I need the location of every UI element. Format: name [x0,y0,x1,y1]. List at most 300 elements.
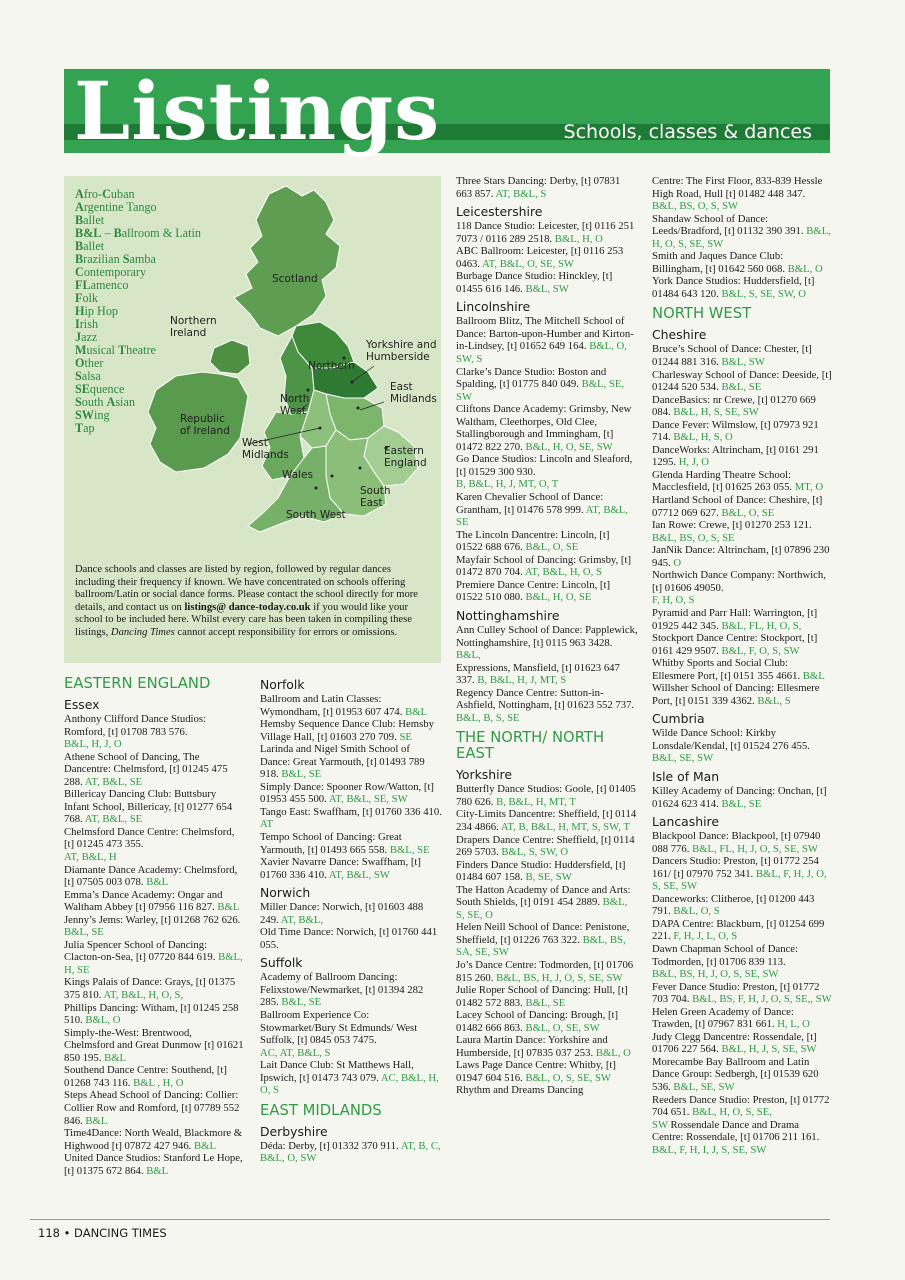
listing-text: Xavier Navarre Dance: Swaffham, [t] 01760 336 410. [260,856,421,881]
listing-entry [456,579,638,604]
dance-style-tags: AT, B&L, H, O, S [524,566,602,579]
dance-style-tags: B&L, O, S [673,905,720,918]
dance-style-tags: AT, B&L, H, O, S, [103,989,184,1002]
listing-entry [260,971,442,1009]
dance-style-tags: B&L, H, O [554,232,603,245]
label-nw-1: North [280,393,310,405]
page-subtitle: Schools, classes & dances [563,121,812,143]
listing-entry [456,984,638,1009]
listing-text: Dance Fever: Wilmslow, [t] 07973 921 714. [652,418,819,444]
legend-item: Folk [75,291,99,305]
listing-text: Regency Dance Centre: Sutton-in-Ashfield, Nottingham, [t] 01623 552 737. [456,686,635,712]
dance-style-tags: B&L, S, SW, O [501,846,569,859]
listing-entry [260,901,442,926]
dance-style-tags: B&L, SW [525,282,569,295]
listing-text: Time4Dance: North Weald, Blackmore & Highwood [t] 07872 427 946. [64,1127,243,1152]
intro-part-1: Dance schools and classes are listed by region, followed by regular dances including their frequency if known. We have concentrated on schools offering ballroom/Latin or social dance forms. Please contact the school directly for more details, and contact us on [75,564,419,613]
label-nw-2: West [280,405,306,417]
listing-text: Jo’s Dance Centre: Todmorden, [t] 01706 815 260. [456,958,634,984]
listings-column-1 [64,670,244,1177]
dance-style-tags: B&L, BS, SA, SE, SW [456,933,626,959]
listing-text: Glenda Harding Theatre School: Macclesfield, [t] 01625 263 055. [652,468,793,494]
dance-style-tags: AT, B&L, [280,913,324,926]
listing-text: Whitby Sports and Social Club: Ellesmere Port, [t] 0151 355 4661. [652,657,801,682]
label-se-1: South [360,485,391,497]
listing-text: Centre: The First Floor, 833-839 Hessle High Road, Hull [t] 01482 448 347. [652,175,823,200]
listing-text: Cliftons Dance Academy: Grimsby, New Waltham, Cleethorpes, Old Clee, Stallingborough and Immingham, [t] 01472 822 270. [456,403,632,453]
dance-style-tags: B&L, O, S, SE, SW [525,1071,611,1084]
listing-text: 118 Dance Studio: Leicester, [t] 0116 251 7073 / 0116 289 2518. [456,220,635,245]
listing-text: Karen Chevalier School of Dance: Grantham, [t] 01476 578 999. [456,491,604,516]
dance-style-tags: B&L, O, SE [721,506,775,519]
dance-style-tags: B&L, O, SE [525,541,579,554]
dance-style-tags: B&L, SE [281,768,322,781]
legend-item: Irish [75,317,99,331]
legend-item: Afro-Cuban [75,187,135,201]
listing-text: Butterfly Dance Studios: Goole, [t] 01405 780 626. [456,783,636,808]
listing-text: Kings Palais of Dance: Grays, [t] 01375 375 810. [64,976,236,1002]
dance-style-tags: B&L [405,705,428,718]
listing-text: Pyramid and Parr Hall: Warrington, [t] 01925 442 345. [652,606,818,632]
dance-style-tags: B, B&L, H, J, MT, S [477,674,567,687]
dance-style-tags: B&L, H, O, S, SE, [692,1106,772,1119]
listing-entry [64,751,244,789]
legend-item: Other [75,356,104,370]
dance-style-tags: B&L, BS, H, J, O, S, SE, SW [496,971,623,984]
listing-entry [456,1084,638,1097]
listing-text: Anthony Clifford Dance Studios: Romford, [t] 01708 783 576. [64,713,206,738]
dance-style-tags: B&L [217,901,240,914]
label-northern: Northern [308,360,355,372]
listing-text: Steps Ahead School of Dancing: Collier: Collier Row and Romford, [t] 07789 552 846. [64,1089,240,1127]
dance-style-tags: B&L, SE, SW [652,752,714,765]
listing-entry [652,494,832,519]
dance-style-tags: B&L, S [757,694,791,707]
listing-text: Ballroom and Latin Classes: Wymondham, [t] 01953 607 474. [260,693,403,718]
listing-entry [260,693,442,718]
listing-entry [652,1031,832,1056]
legend-item: FLamenco [75,278,129,292]
dance-style-tags: B&L, SE [281,996,322,1009]
dance-style-tags: B&L, H, O, SE [525,591,592,604]
listing-entry [652,544,832,569]
listing-text: Go Dance Studios: Lincoln and Sleaford, [t] 01529 300 930. [456,453,633,478]
dance-style-tags: B&L [104,1051,127,1064]
listing-text: Reeders Dance Studio: Preston, [t] 01772 704 651. [652,1093,830,1119]
county-heading: Lancashire [652,814,719,830]
listings-column-3 [456,175,638,1097]
dance-style-tags: B&L, SW [721,356,765,369]
dance-style-tags: B&L, SE [721,797,762,810]
dance-style-tags: B&L, O [787,262,823,275]
listing-entry [456,315,638,365]
listing-entry [260,831,442,856]
dance-style-tags: AT, B&L, SE, SW [328,793,408,806]
listing-text: Simply Dance: Spooner Row/Watton, [t] 01953 455 500. [260,780,434,806]
listing-text: Mayfair School of Dancing: Grimsby, [t] 01472 870 704. [456,553,632,579]
listing-entry [652,657,832,682]
listing-entry [456,687,638,725]
listing-text: Clarke’s Dance Studio: Boston and Spalding, [t] 01775 840 049. [456,365,607,391]
county-heading: Yorkshire [456,767,512,783]
listing-entry [652,213,832,251]
listing-entry [64,1089,244,1127]
listings-column-4 [652,175,832,1156]
dance-style-tags: B&L, SE [64,926,104,939]
listing-entry [64,1027,244,1065]
listing-entry [64,1064,244,1089]
county-heading: Suffolk [260,955,303,971]
label-wm-2: Midlands [242,449,289,461]
dance-style-tags: B&L, O [85,1014,121,1027]
listing-entry [64,788,244,826]
dance-style-tags: MT, O [794,481,824,494]
listing-text: Phillips Dancing: Witham, [t] 01245 258 510. [64,1001,239,1027]
page-footer: 118 • DANCING TIMES [38,1226,167,1240]
listing-entry [652,830,832,855]
listing-text: Finders Dance Studio: Huddersfield, [t] 01484 607 158. [456,858,626,884]
listing-entry [652,394,832,419]
listing-text: Chelmsford Dance Centre: Chelmsford, [t] 01245 473 355. [64,825,235,851]
listing-text: Drapers Dance Centre: Sheffield, [t] 0114 269 5703. [456,833,635,859]
dance-style-tags: O [673,556,682,569]
listing-entry [260,718,442,743]
dance-style-tags: B&L, O, SW, S [456,340,627,366]
listing-text: Larinda and Nigel Smith School of Dance: Great Yarmouth, [t] 01493 789 918. [260,743,425,781]
listing-text: Blackpool Dance: Blackpool, [t] 07940 088 776. [652,830,821,855]
listing-entry [260,1009,442,1059]
listing-text: Emma’s Dance Academy: Ongar and Waltham Abbey [t] 07956 116 827. [64,888,223,914]
listing-entry [64,976,244,1001]
dance-style-tags: F, H, O, S [652,594,695,607]
dance-style-tags: AT, B&L, O, SE, SW [482,257,574,270]
dance-style-tags: B&L, O [595,1046,631,1059]
listing-entry [456,808,638,833]
listing-text: Helen Green Academy of Dance: Trawden, [t] 07967 831 661. [652,1005,794,1031]
region-heading: THE NORTH/ NORTH EAST [456,729,605,763]
listing-entry [64,864,244,889]
listing-text: ABC Ballroom: Leicester, [t] 0116 253 0463. [456,245,624,270]
listing-text: Laura Martin Dance: Yorkshire and Humberside, [t] 07835 037 253. [456,1034,608,1059]
listing-text: Burbage Dance Studio: Hinckley, [t] 01455 616 146. [456,270,613,295]
dance-style-tags: B&L, O, SE, SW [525,1021,600,1034]
listing-text: Expressions, Mansfield, [t] 01623 647 337. [456,661,620,687]
listing-entry [456,270,638,295]
dance-style-tags: AC, AT, B&L, S [260,1046,331,1059]
dance-style-tags: B&L, H, J, O [64,738,122,751]
dance-style-tags: B&L, F, H, I, J, S, SE, SW [652,1143,767,1156]
listing-text: Old Time Dance: Norwich, [t] 01760 441 055. [260,926,438,951]
listing-entry [456,834,638,859]
dance-style-tags: SE [399,730,412,743]
dance-style-tags: B&L, H, S, O [673,431,733,444]
listing-text: Morecambe Bay Ballroom and Latin Dance Group: Sedbergh, [t] 01539 620 536. [652,1055,819,1093]
listing-text: Miller Dance: Norwich, [t] 01603 488 249. [260,901,424,926]
listing-text: Rossendale Dance and Drama Centre: Rossendale, [t] 01706 211 161. [652,1118,820,1144]
listing-entry [260,781,442,806]
dance-style-tags: B, SE, SW [525,871,572,884]
listing-text: Killey Academy of Dancing: Onchan, [t] 01624 623 414. [652,784,827,810]
region-heading: NORTH WEST [652,305,752,323]
listing-entry [456,529,638,554]
contact-email[interactable]: listings@ dance-today.co.uk [184,601,311,613]
dance-style-tags: B&L, SE, SW [456,378,625,403]
dance-style-tags: B&L, F, O, S, SW [721,644,800,657]
legend-item: Argentine Tango [75,200,157,214]
listing-entry [652,469,832,494]
county-heading: Norfolk [260,677,305,692]
listing-entry [456,453,638,491]
listing-text: Tempo School of Dancing: Great Yarmouth, [t] 01493 665 558. [260,831,402,856]
listing-entry [456,403,638,453]
listing-entry [456,1059,638,1084]
listing-entry [64,914,244,939]
listing-entry [456,624,638,662]
listing-entry [652,444,832,469]
listing-entry [456,245,638,270]
listing-text: Smith and Jaques Dance Club: Billingham, [t] 01642 560 068. [652,250,785,275]
dance-style-tags: B&L, H, SE [64,951,243,976]
listing-entry: SW Rossendale Dance and Drama Centre: Rossendale, [t] 01706 211 161. B&L, F, H, I, J, S, SE, SW [652,1118,820,1156]
dance-style-tags: AT, B, B&L, H, MT, S, SW, T [500,820,630,833]
listing-entry [260,743,442,781]
label-ee-1: Eastern [384,445,424,457]
listing-entry [652,519,832,544]
listing-entry [260,926,442,951]
listing-text: Tango East: Swaffham, [t] 01760 336 410. [260,805,442,818]
dance-style-tags: B&L, FL, H, O, S, [721,619,802,632]
dance-style-tags: B&L [146,876,169,889]
listing-text: DAPA Centre: Blackburn, [t] 01254 699 221. [652,917,825,943]
region-northern-ireland [210,340,250,374]
dance-style-tags: B&L, F, H, J, O, S, SE, SW [652,867,827,893]
magazine-name: Dancing Times [110,626,175,638]
listing-text: Helen Neill School of Dance: Penistone, Sheffield, [t] 01226 763 322. [456,921,630,946]
listing-text: Diamante Dance Academy: Chelmsford, [t] 07505 003 078. [64,863,238,889]
listing-entry [64,826,244,864]
listing-text: Danceworks: Clitheroe, [t] 01200 443 791. [652,892,815,918]
dance-style-tags: AT, B&L, SE [84,813,143,826]
listing-entry [456,554,638,579]
county-heading: Leicestershire [456,204,543,220]
legend-item: SWing [75,408,110,422]
dance-style-tags: B&L, H, S, SE, SW [673,406,759,419]
listing-text: Julie Roper School of Dancing: Hull, [t] 01482 572 883. [456,984,628,1009]
intro-text [75,564,420,640]
listing-entry [456,921,638,959]
county-heading: Nottinghamshire [456,607,560,623]
listing-text: The Lincoln Dancentre: Lincoln, [t] 01522 688 676. [456,528,610,554]
dance-style-tags: B&L, SE [389,843,430,856]
listing-entry [652,785,832,810]
dance-style-tags: F, H, J, L, O, S [673,930,738,943]
listing-entry [652,893,832,918]
dance-style-tags: AT, B&L, SE [456,503,628,529]
dance-style-tags: B&L, BS, F, H, J, O, S, SE,, SW [692,993,832,1006]
listing-text: The Hatton Academy of Dance and Arts: South Shields, [t] 0191 454 2889. [456,883,631,909]
listing-entry [456,884,638,922]
listing-entry [456,662,638,687]
dance-style-tags: H, J, O [678,456,710,469]
listing-text: DanceBasics: nr Crewe, [t] 01270 669 084. [652,393,816,419]
legend-item: Musical Theatre [75,343,156,357]
legend-item: Jazz [75,330,98,344]
label-roi-1: Republic [180,413,225,425]
listing-entry [260,1059,442,1097]
intro-part-2: if you would like your school to be included here. Whilst every care has been taken in compiling these listings, [75,601,412,638]
county-heading: Lincolnshire [456,299,531,315]
listing-entry [652,682,832,707]
page-title: Listings [74,64,441,158]
region-heading: EAST MIDLANDS [260,1101,382,1119]
listing-text: Rhythm and Dreams Dancing [456,1084,584,1097]
map-panel [64,176,441,663]
listing-entry [64,1127,244,1152]
listing-entry [456,366,638,404]
listing-entry [64,1152,244,1177]
listing-text: Academy of Ballroom Dancing: Felixstowe/Newmarket, [t] 01394 282 285. [260,971,424,1009]
listing-entry [64,713,244,751]
listing-entry [652,943,832,981]
label-em-2: Midlands [390,393,437,405]
listing-text: Ann Culley School of Dance: Papplewick, Nottinghamshire, [t] 0115 963 3428. [456,623,638,649]
listing-text: Judy Clegg Dancentre: Rossendale, [t] 01706 227 564. [652,1030,817,1056]
label-ych-2: Humberside [366,351,430,363]
listing-entry [652,419,832,444]
listing-entry [652,727,832,765]
listing-entry [652,369,832,394]
listings-column-2 [260,678,442,1165]
listing-entry [456,1009,638,1034]
dance-style-tags: B, B&L, H, MT, T [496,795,576,808]
listing-text: Simply-the-West: Brentwood, Chelmsford and Great Dunmow [t] 01621 850 195. [64,1026,244,1064]
listing-text: Julia Spencer School of Dancing: Clacton-on-Sea, [t] 07720 844 619. [64,938,216,964]
listing-text: Charlesway School of Dance: Deeside, [t] 01244 520 534. [652,368,832,394]
dance-style-tags: B&L [802,669,825,682]
listing-text: Fever Dance Studio: Preston, [t] 01772 703 704. [652,980,820,1006]
dance-style-tags: AT, B&L, S [495,187,547,200]
listing-text: Dawn Chapman School of Dance: Todmorden, [t] 01706 839 113. [652,942,799,968]
county-heading: Isle of Man [652,768,720,784]
dance-style-tags: B&L, BS, O, S, SW [652,200,739,213]
listing-text: Premiere Dance Centre: Lincoln, [t] 01522 510 080. [456,578,611,604]
listing-text: Shandaw School of Dance: Leeds/Bradford, [t] 01132 390 391. [652,212,804,238]
listing-entry [652,1056,832,1094]
dance-style-tags: B&L, H, J, S, SE, SW [721,1043,817,1056]
dance-style-tags: B&L, FL, H, J, O, S, SE, SW [692,842,818,855]
dance-style-tags: B&L, SE, SW [673,1081,735,1093]
uk-regions-map [64,176,441,556]
legend-item: Hip Hop [75,304,118,318]
label-se-2: East [360,497,383,509]
dance-style-tags: AT, B&L, SW [328,868,390,881]
dance-style-tags: B&L [146,1164,169,1177]
listing-text: York Dance Studios: Huddersfield, [t] 01484 643 120. [652,275,815,300]
listing-entry [652,632,832,657]
dance-style-tags: B&L, S, SE, O [456,896,628,921]
listing-entry [652,855,832,893]
legend-item: Brazilian Samba [75,252,156,266]
listing-text: Dancers Studio: Preston, [t] 01772 254 161/ [t] 07970 752 341. [652,855,819,880]
listing-entry [652,175,832,213]
listing-text: Ballroom Experience Co: Stowmarket/Bury St Edmunds/ West Suffolk, [t] 0845 053 7475. [260,1009,418,1047]
listing-text: Lacey School of Dancing: Brough, [t] 01482 666 863. [456,1009,619,1034]
listing-entry [456,959,638,984]
listing-text: Déda: Derby, [t] 01332 370 911. [260,1139,399,1152]
listing-entry [652,981,832,1006]
listing-text: Bruce’s School of Dance: Chester, [t] 01244 881 316. [652,343,812,369]
label-ych-1: Yorkshire and [366,339,437,351]
legend-item: Tap [75,421,95,435]
listing-entry [456,1034,638,1059]
legend-item: Contemporary [75,265,147,279]
county-heading: Norwich [260,885,311,901]
county-heading: Cheshire [652,327,707,343]
county-heading: Essex [64,697,100,712]
dance-style-tags: B&L, H, O, S, SE, SW [652,225,831,250]
listing-text: Willsher School of Dancing: Ellesmere Port, [t] 0151 339 4362. [652,682,820,707]
listing-entry [652,918,832,943]
legend-item: Ballet [75,213,105,227]
dance-style-tags: AT, B, C, B&L, O, SW [260,1139,441,1165]
legend-item: South Asian [75,395,135,409]
header-banner [64,64,830,158]
label-wm-1: West [242,437,268,449]
county-heading: Derbyshire [260,1123,328,1139]
listing-text: Hemsby Sequence Dance Club: Hemsby Village Hall, [t] 01603 270 709. [260,718,434,743]
label-ni-1: Northern [170,315,217,327]
listing-entry [456,491,638,529]
dance-style-tags: B&L, S, SE, SW, O [721,287,806,300]
listing-text: United Dance Studios: Stanford Le Hope, [t] 01375 672 864. [64,1152,243,1177]
footer-rule [30,1219,830,1220]
dance-style-tags: B&L, BS, H, J, O, S, SE, SW [652,968,779,981]
dance-style-tags: H, L, O [777,1018,810,1031]
listing-entry [652,607,832,632]
listing-entry [652,569,832,607]
listing-text: Stockport Dance Centre: Stockport, [t] 0161 429 9507. [652,632,818,657]
listing-text: City-Limits Dancentre: Sheffield, [t] 0114 234 4866. [456,808,637,833]
dance-style-tags: B&L, SE [721,381,762,394]
listing-entry [456,859,638,884]
listing-entry [652,250,832,275]
intro-part-3: cannot accept responsibility for errors or omissions. [174,626,398,638]
listing-entry [652,275,832,300]
dance-style-tags: AT, B&L, SE [84,775,143,788]
legend-item: SEquence [75,382,125,396]
dance-style-tags: B&L, BS, O, S, SE [652,531,735,544]
listing-text: JanNik Dance: Altrincham, [t] 07896 230 945. [652,544,830,569]
listing-entry [456,175,638,200]
label-ee-2: England [384,457,427,469]
dance-style-tags: AC, B&L, H, O, S [260,1071,439,1097]
listing-entry [456,783,638,808]
listing-text: Laws Page Dance Centre: Whitby, [t] 01947 604 516. [456,1059,616,1084]
listing-entry [260,856,442,881]
county-heading: Cumbria [652,711,705,727]
legend-item: Ballet [75,239,105,253]
dance-style-tags: AT, B&L, H [64,851,117,864]
label-ni-2: Ireland [170,327,207,339]
listing-entry [456,220,638,245]
listing-text: Lait Dance Club: St Matthews Hall, Ipswich, [t] 01473 743 079. [260,1059,414,1084]
dance-style-tags: B&L, H, O, SE, SW [525,440,613,453]
listing-entry [652,1006,832,1031]
dance-style-tags: B, B&L, H, J, MT, O, T [456,478,559,491]
listing-text: Northwich Dance Company: Northwich, [t] 01606 49050. [652,569,826,594]
listing-entry [260,806,442,831]
dance-style-tags: B&L [85,1114,108,1127]
